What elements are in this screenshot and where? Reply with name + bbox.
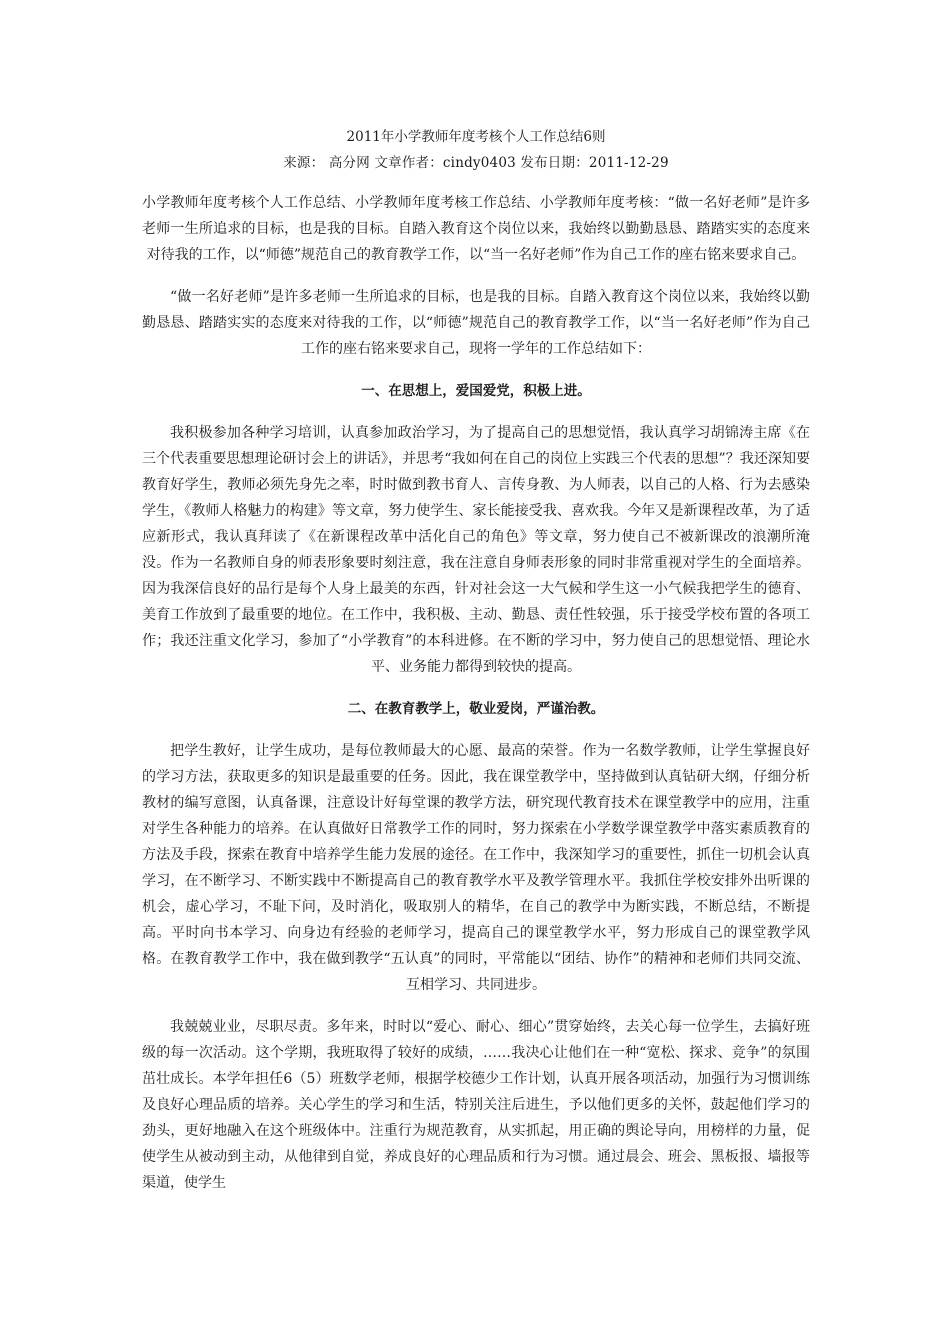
document-page — [142, 124, 810, 1212]
section-heading-2: 二、在教育教学上，敬业爱岗，严谨治教。 — [347, 701, 605, 717]
opening-paragraph: “做一名好老师”是许多老师一生所追求的目标，也是我的目标。自踏入教育这个岗位以来，我始终以勤勤恳恳、踏踏实实的态度来对待我的工作，以“师德”规范自己的教育教学工作，以“当一名好老师”作为自己工作的座右铭来要求自己，现将一学年的工作总结如下： — [142, 289, 810, 357]
section-heading-1: 一、在思想上，爱国爱党，积极上进。 — [361, 383, 591, 399]
section-2-paragraph-2: 我兢兢业业，尽职尽责。多年来，时时以“爱心、耐心、细心”贯穿始终，去关心每一位学生，去搞好班级的每一次活动。这个学期，我班取得了较好的成绩，……我决心让他们在一种“宽松、探求、竞争”的氛围茁壮成长。本学年担任6（5）班数学老师，根据学校德少工作计划，认真开展各项活动，加强行为习惯训练及良好心理品质的培养。关心学生的学习和生活，特别关注后进生，予以他们更多的关怀，鼓起他们学习的劲头，更好地融入在这个班级体中。注重行为规范教育，从实抓起，用正确的舆论导向，用榜样的力量，促使学生从被动到主动，从他律到自觉，养成良好的心理品质和行为习惯。通过晨会、班会、黑板报、墙报等渠道，使学生 — [142, 1019, 810, 1191]
document-title: 2011年小学教师年度考核个人工作总结6则 — [346, 129, 606, 145]
section-1-paragraph: 我积极参加各种学习培训，认真参加政治学习，为了提高自己的思想觉悟，我认真学习胡锦涛主席《在三个代表重要思想理论研讨会上的讲话》，并思考“我如何在自己的岗位上实践三个代表的思想”？我还深知要教育好学生，教师必须先身先之率，时时做到教书育人、言传身教、为人师表，以自己的人格、行为去感染学生，《教师人格魅力的构建》等文章，努力使学生、家长能接受我、喜欢我。今年又是新课程改革，为了适应新形式，我认真拜读了《在新课程改革中活化自己的角色》等文章，努力使自己不被新课改的浪潮所淹没。作为一名教师自身的师表形象要时刻注意，我在注意自身师表形象的同时非常重视对学生的全面培养。因为我深信良好的品行是每个人身上最美的东西，针对社会这一大气候和学生这一小气候我把学生的德育、美育工作放到了最重要的地位。在工作中，我积极、主动、勤恳、责任性较强，乐于接受学校布置的各项工作；我还注重文化学习，参加了“小学教育”的本科进修。在不断的学习中，努力使自己的思想觉悟、理论水平、业务能力都得到较快的提高。 — [142, 425, 810, 675]
intro-paragraph: 小学教师年度考核个人工作总结、小学教师年度考核工作总结、小学教师年度考核：“做一名好老师”是许多老师一生所追求的目标，也是我的目标。自踏入教育这个岗位以来，我始终以勤勤恳恳、踏踏实实的态度来对待我的工作，以“师德”规范自己的教育教学工作，以“当一名好老师”作为自己工作的座右铭来要求自己。 — [142, 195, 810, 263]
document-meta: 来源： 高分网 文章作者：cindy0403 发布日期：2011-12-29 — [283, 155, 669, 171]
section-2-paragraph-1: 把学生教好，让学生成功，是每位教师最大的心愿、最高的荣誉。作为一名数学教师，让学生掌握良好的学习方法，获取更多的知识是最重要的任务。因此，我在课堂教学中，坚持做到认真钻研大纲，仔细分析教材的编写意图，认真备课，注意设计好每堂课的教学方法，研究现代教育技术在课堂教学中的应用，注重对学生各种能力的培养。在认真做好日常教学工作的同时，努力探索在小学数学课堂教学中落实素质教育的方法及手段，探索在教育中培养学生能力发展的途径。在工作中，我深知学习的重要性，抓住一切机会认真学习，在不断学习、不断实践中不断提高自己的教育教学水平及教学管理水平。我抓住学校安排外出听课的机会，虚心学习，不耻下问，及时消化，吸取别人的精华，在自己的教学中为断实践，不断总结，不断提高。平时向书本学习、向身边有经验的老师学习，提高自己的课堂教学水平，努力形成自己的课堂教学风格。在教育教学工作中，我在做到教学“五认真”的同时，平常能以“团结、协作”的精神和老师们共同交流、互相学习、共同进步。 — [142, 743, 810, 993]
